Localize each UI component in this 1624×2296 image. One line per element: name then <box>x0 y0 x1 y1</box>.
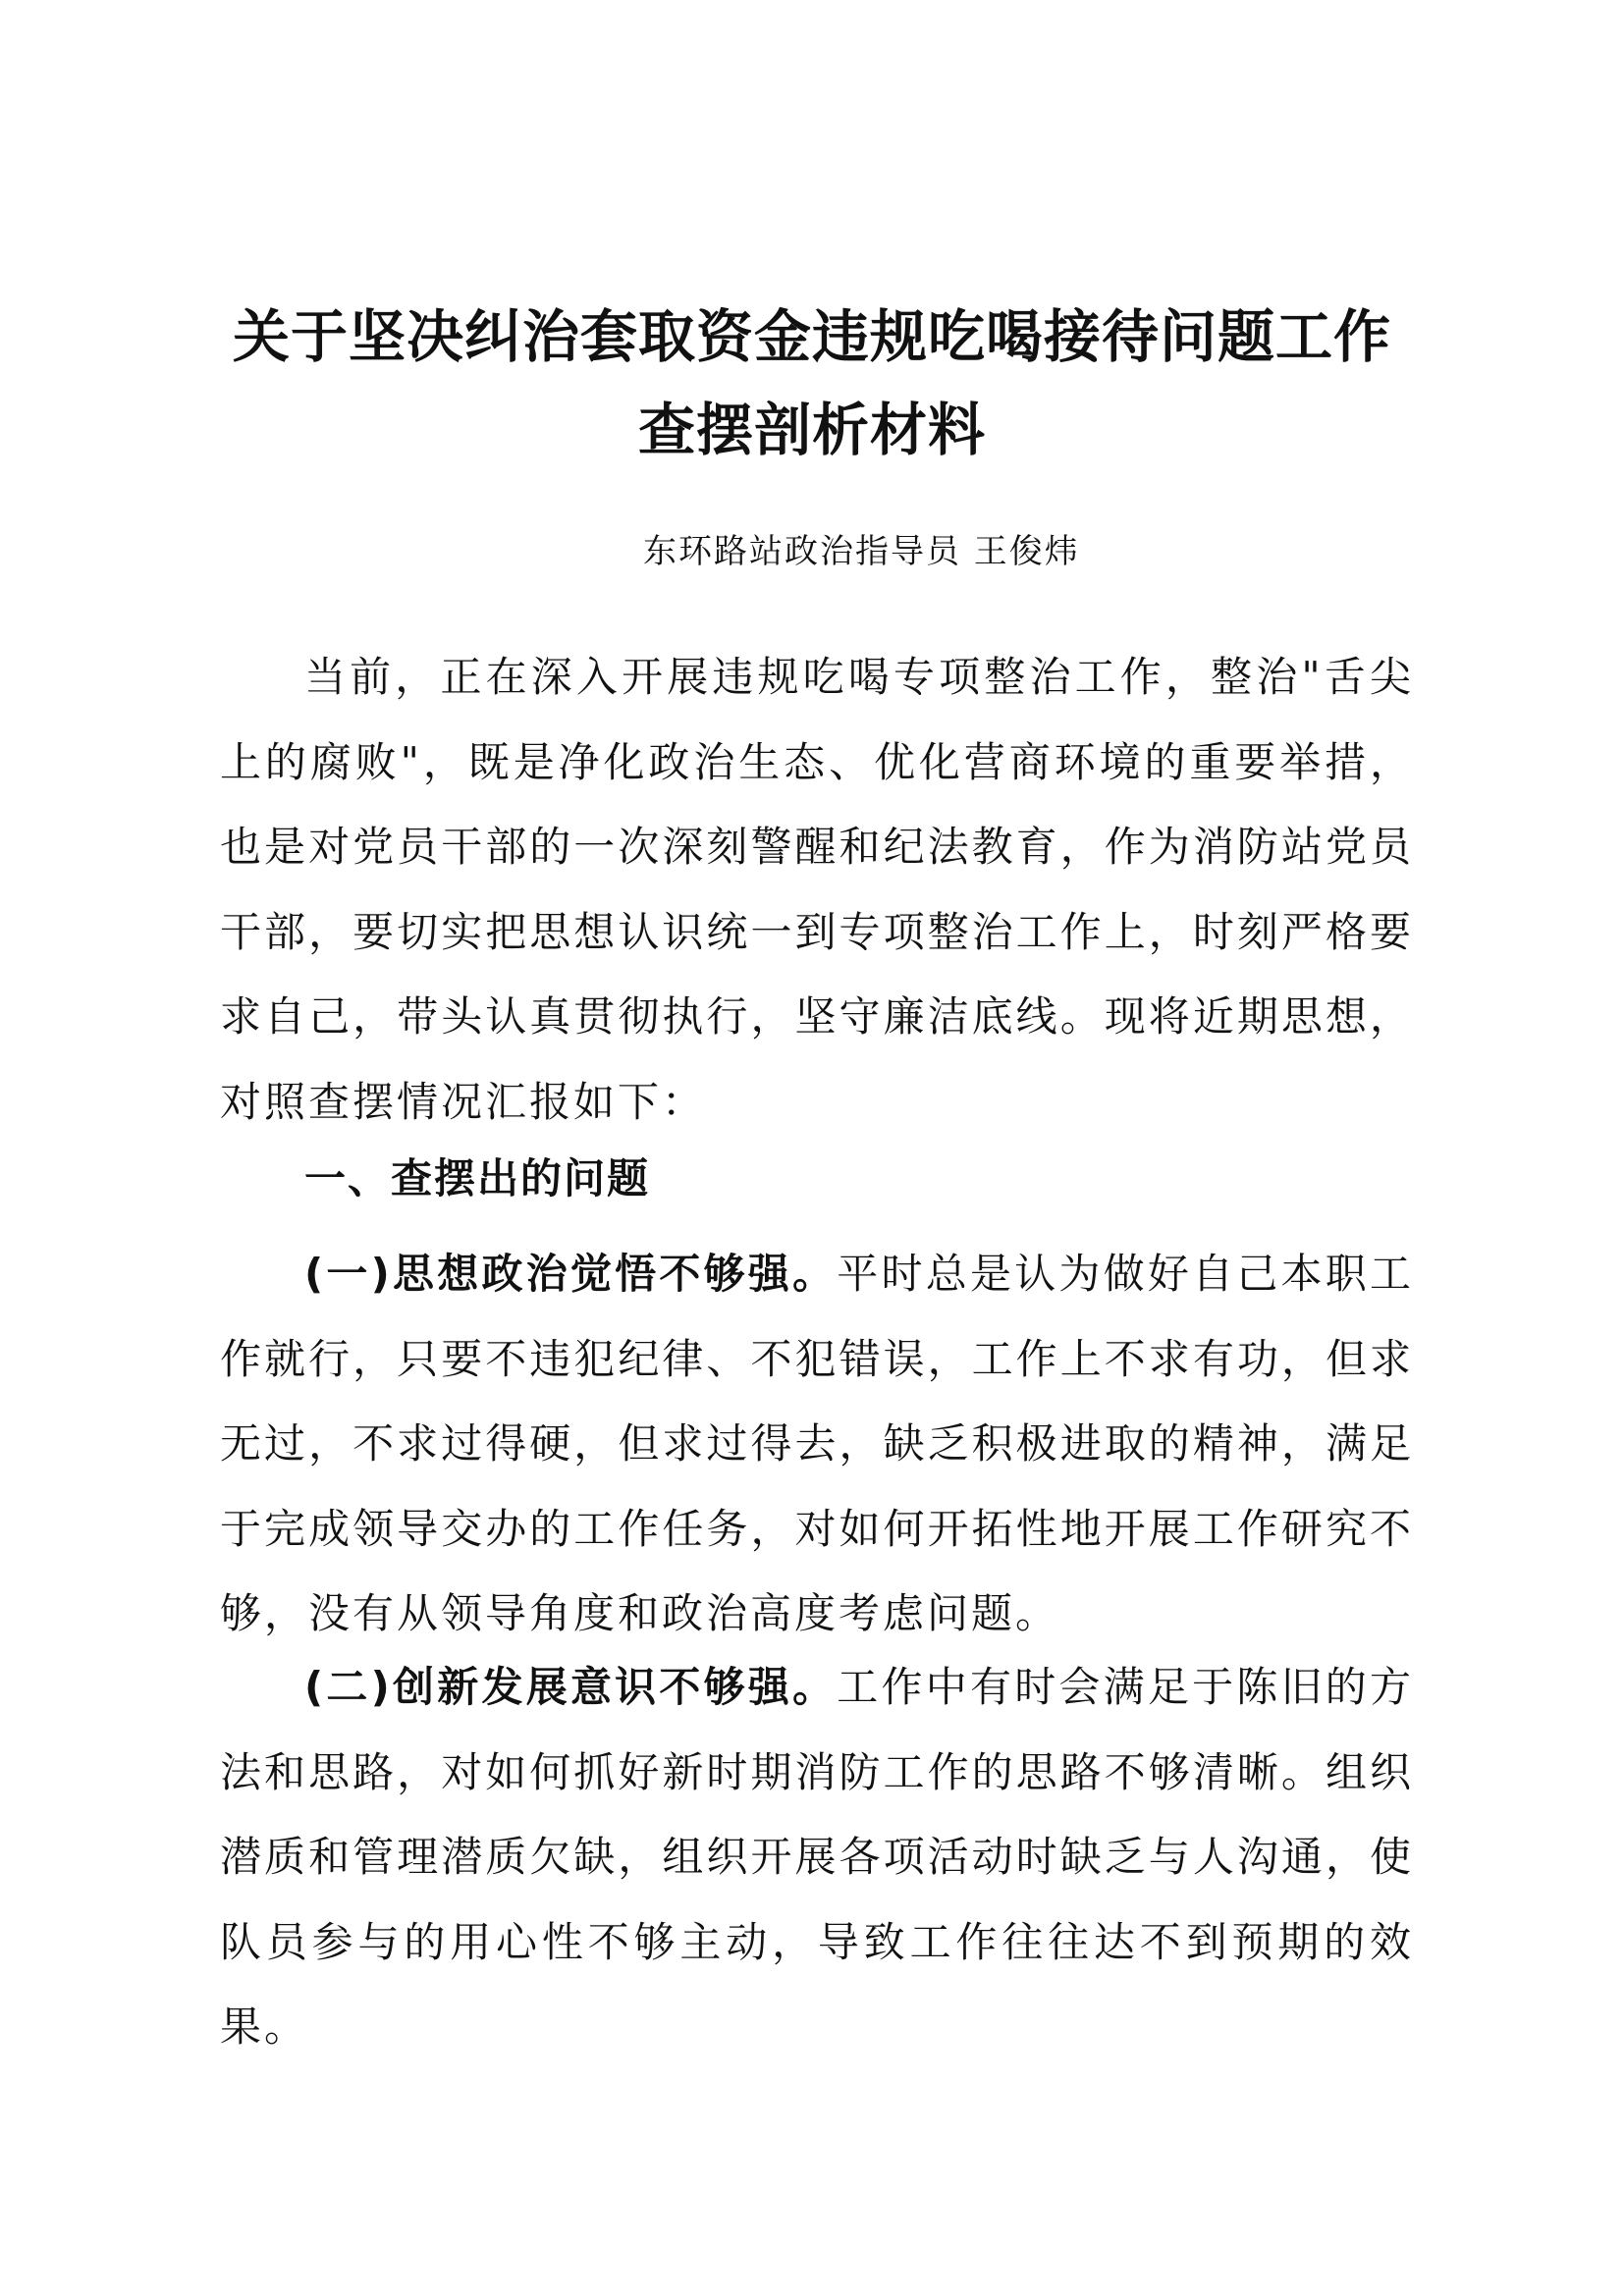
problem-item-1 <box>220 1232 1414 1657</box>
author-line: 东环路站政治指导员 王俊炜 <box>643 532 1080 571</box>
intro-paragraph: 当前，正在深入开展违规吃喝专项整治工作，整治"舌尖上的腐败"，既是净化政治生态、优化营商环境的重要举措，也是对党员干部的一次深刻警醒和纪法教育，作为消防站党员干部，要切实把思想认识统一到专项整治工作上，时刻严格要求自己，带头认真贯彻执行，坚守廉洁底线。现将近期思想，对照查摆情况汇报如下： <box>220 653 1414 1126</box>
document-title-line-2: 查摆剖析材料 <box>637 397 986 463</box>
problem-item-2-lead: (二)创新发展意识不够强。 <box>304 1663 838 1711</box>
section-heading-problems: 一、查摆出的问题 <box>304 1154 651 1202</box>
problem-item-1-text: 平时总是认为做好自己本职工作就行，只要不违犯纪律、不犯错误，工作上不求有功，但求无过，不求过得硬，但求过得去，缺乏积极进取的精神，满足于完成领导交办的工作任务，对如何开拓性地开展工作研究不够，没有从领导角度和政治高度考虑问题。 <box>220 1250 1414 1637</box>
document-title-line-1: 关于坚决纠治套取资金违规吃喝接待问题工作 <box>232 303 1391 370</box>
problem-item-1-lead: (一)思想政治觉悟不够强。 <box>304 1250 838 1298</box>
problem-item-2-text: 工作中有时会满足于陈旧的方法和思路，对如何抓好新时期消防工作的思路不够清晰。组织潜质和管理潜质欠缺，组织开展各项活动时缺乏与人沟通，使队员参与的用心性不够主动，导致工作往往达不到预期的效果。 <box>220 1663 1414 2051</box>
problem-item-2 <box>220 1645 1414 2070</box>
